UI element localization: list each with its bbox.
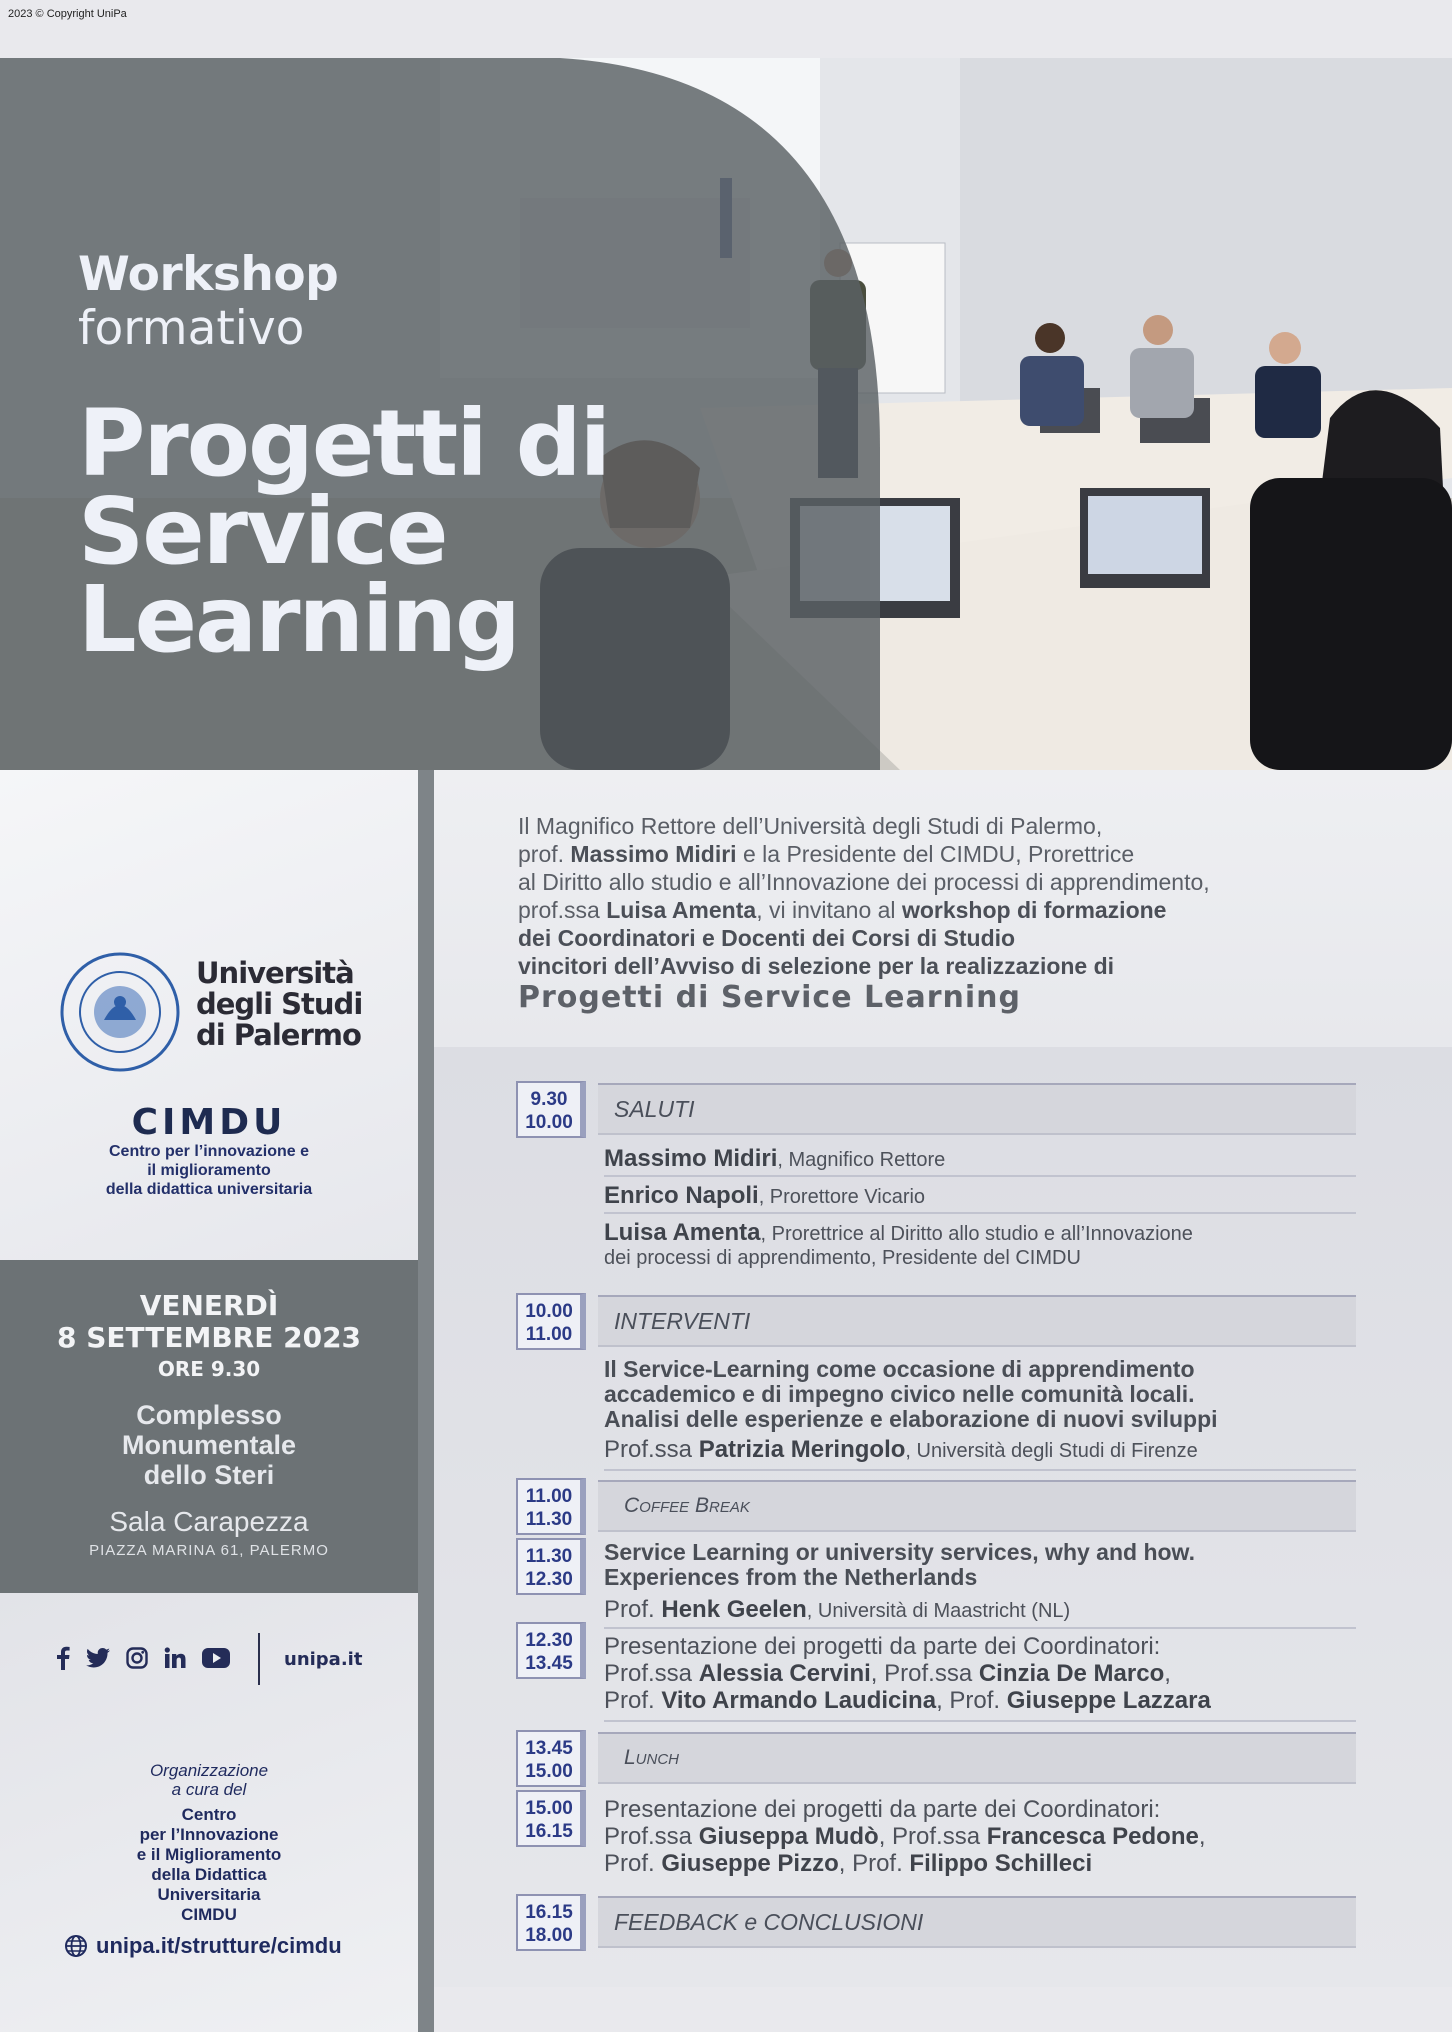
social-separator [258, 1633, 260, 1685]
speaker-name: Luisa Amenta [604, 1219, 761, 1246]
youtube-icon[interactable] [202, 1648, 230, 1668]
talk-title: Il Service-Learning come occasione di apprendimento [604, 1356, 1195, 1382]
text-fragment: , Prof. [838, 1850, 910, 1877]
twitter-icon[interactable] [86, 1648, 110, 1668]
time-end: 10.00 [525, 1112, 573, 1133]
organization-name-line: della Didattica [151, 1865, 267, 1884]
time-start: 13.45 [525, 1738, 573, 1759]
section-header-saluti: SALUTI [598, 1083, 1356, 1135]
text-fragment: , Prof.ssa [878, 1823, 987, 1850]
time-start: 9.30 [530, 1089, 568, 1110]
event-hour: ORE 9.30 [157, 1357, 261, 1381]
audience-text: dei Coordinatori e Docenti dei Corsi di Studio [518, 925, 1016, 951]
organization-name [0, 1805, 418, 1925]
vertical-divider [418, 770, 434, 2032]
organization-name-line: CIMDU [181, 1905, 237, 1924]
left-panel-contacts [0, 1593, 418, 2032]
organization-info [0, 1761, 418, 1925]
venue-line: Monumentale [121, 1430, 296, 1460]
time-slot [516, 1293, 586, 1350]
speaker-entry [604, 1219, 1356, 1270]
speaker-name: Henk Geelen [661, 1596, 807, 1623]
speaker-name: Giuseppe Pizzo [661, 1850, 839, 1877]
presentations-entry [604, 1796, 1356, 1877]
organization-intro-line: a cura del [171, 1780, 247, 1799]
invitation-title: Progetti di Service Learning [518, 980, 1021, 1015]
organization-name-line: per l’Innovazione [139, 1825, 279, 1844]
venue-line: Complesso [136, 1400, 282, 1430]
text-fragment: e la Presidente del CIMDU, Prorettrice [736, 841, 1135, 867]
facebook-icon[interactable] [56, 1646, 70, 1670]
talk-title: Analisi delle esperienze e elaborazione di nuovi sviluppi [604, 1406, 1218, 1432]
talk-title: Experiences from the Netherlands [604, 1564, 978, 1590]
text-fragment: prof. [518, 841, 571, 867]
section-header-feedback: FEEDBACK e CONCLUSIONI [598, 1896, 1356, 1948]
event-day: VENERDÌ [139, 1289, 279, 1322]
organization-intro [0, 1761, 418, 1799]
time-end: 18.00 [525, 1925, 573, 1946]
time-start: 12.30 [525, 1630, 573, 1651]
time-start: 10.00 [525, 1301, 573, 1322]
organization-name-line: Universitaria [157, 1885, 261, 1904]
organization-name-line: Centro [181, 1805, 237, 1824]
text-fragment: , [1198, 1823, 1206, 1850]
hero-kicker: Workshop [78, 247, 339, 302]
organization-intro-line: Organizzazione [149, 1761, 269, 1780]
speaker-entry [604, 1145, 1356, 1177]
cimdu-description [0, 1142, 418, 1199]
hero-kicker-sub: formativo [78, 301, 305, 356]
speaker-name: Patrizia Meringolo [698, 1436, 906, 1463]
text-fragment: Prof. [604, 1596, 662, 1623]
hero-banner [0, 58, 1452, 770]
presentations-entry [604, 1633, 1356, 1722]
globe-icon [64, 1934, 88, 1958]
time-slot [516, 1894, 586, 1951]
cimdu-url-text: unipa.it/strutture/cimdu [96, 1933, 342, 1958]
speaker-role: dei processi di apprendimento, Presidente del CIMDU [604, 1247, 1081, 1269]
hero-title-line: Service [78, 478, 447, 585]
speaker-affiliation: , Università di Maastricht (NL) [806, 1600, 1071, 1622]
speaker-entry [604, 1182, 1356, 1214]
speaker-affiliation: , Università degli Studi di Firenze [905, 1440, 1198, 1462]
presentations-heading: Presentazione dei progetti da parte dei Coordinatori: [604, 1796, 1161, 1823]
cimdu-line: il miglioramento [147, 1162, 271, 1179]
invitation-line: Il Magnifico Rettore dell’Università degli Studi di Palermo, [518, 813, 1103, 839]
rector-name: Massimo Midiri [570, 841, 737, 867]
time-start: 15.00 [525, 1798, 573, 1819]
time-slot [516, 1081, 586, 1138]
speaker-name: Giuseppe Lazzara [1006, 1687, 1211, 1714]
time-slot [516, 1790, 586, 1847]
venue-line: dello Steri [143, 1460, 275, 1490]
audience-text: vincitori dell’Avviso di selezione per la realizzazione di [518, 953, 1115, 979]
presenters-line [604, 1687, 1356, 1714]
linkedin-icon[interactable] [164, 1647, 186, 1669]
speaker-name: Francesca Pedone [986, 1823, 1199, 1850]
talk-entry [604, 1540, 1356, 1629]
presenters-line [604, 1660, 1356, 1687]
time-start: 11.30 [525, 1546, 573, 1567]
website-link[interactable]: unipa.it [284, 1649, 363, 1670]
text-fragment: , Prof. [936, 1687, 1007, 1714]
hero-title-line: Progetti di [78, 390, 610, 497]
talk-speaker [604, 1596, 1356, 1623]
section-header-coffee-break: Coffee Break [598, 1480, 1356, 1532]
copyright-notice: 2023 © Copyright UniPa [8, 8, 127, 20]
speaker-name: Enrico Napoli [604, 1182, 759, 1209]
time-slot [516, 1622, 586, 1679]
time-slot [516, 1730, 586, 1787]
invitation-line: al Diritto allo studio e all’Innovazione dei processi di apprendimento, [518, 869, 1210, 895]
presenters-line [604, 1850, 1356, 1877]
invitation-line [518, 952, 1398, 980]
left-panel-logos [0, 770, 418, 1260]
text-fragment: prof.ssa [518, 897, 607, 923]
university-name-line: Università [196, 956, 354, 990]
event-date: 8 SETTEMBRE 2023 [56, 1321, 362, 1354]
hero-title [78, 390, 610, 673]
invitation-text [518, 812, 1398, 1016]
text-fragment: , Prof.ssa [870, 1660, 979, 1687]
speaker-name: Giuseppa Mudò [698, 1823, 879, 1850]
text-fragment: Prof. [604, 1687, 662, 1714]
speaker-role: , Prorettore Vicario [758, 1186, 926, 1208]
social-links [56, 1646, 230, 1670]
vice-rector-name: Luisa Amenta [606, 897, 757, 923]
speaker-role: , Prorettrice al Diritto allo studio e all’Innovazione [760, 1223, 1193, 1245]
agenda-section [434, 1047, 1452, 1987]
time-end: 16.15 [525, 1821, 573, 1842]
time-end: 12.30 [525, 1569, 573, 1590]
university-seal-icon [58, 950, 182, 1074]
speaker-name: Alessia Cervini [698, 1660, 871, 1687]
cimdu-line: della didattica universitaria [105, 1181, 313, 1198]
talk-speaker [604, 1436, 1356, 1463]
text-fragment: Prof.ssa [604, 1436, 699, 1463]
speaker-name: Cinzia De Marco [978, 1660, 1165, 1687]
presenters-line [604, 1823, 1356, 1850]
cimdu-logo: CIMDU [131, 1102, 287, 1143]
workshop-label: workshop di formazione [901, 897, 1167, 923]
talk-entry [604, 1357, 1356, 1471]
time-start: 16.15 [525, 1902, 573, 1923]
instagram-icon[interactable] [126, 1647, 148, 1669]
invitation-line [518, 896, 1398, 924]
presentations-heading: Presentazione dei progetti da parte dei Coordinatori: [604, 1633, 1161, 1660]
speaker-name: Filippo Schilleci [909, 1850, 1093, 1877]
time-end: 11.00 [525, 1324, 573, 1345]
talk-title: Service Learning or university services, why and how. [604, 1539, 1195, 1565]
university-name-line: degli Studi [196, 987, 363, 1021]
cimdu-website-link[interactable] [64, 1933, 342, 1959]
text-fragment: Prof.ssa [604, 1823, 699, 1850]
event-address: PIAZZA MARINA 61, PALERMO [89, 1542, 329, 1559]
event-venue [0, 1400, 418, 1490]
event-room: Sala Carapezza [109, 1506, 309, 1537]
speaker-name: Massimo Midiri [604, 1145, 778, 1172]
time-end: 11.30 [525, 1509, 573, 1530]
event-info-panel [0, 1260, 418, 1593]
text-fragment: Prof. [604, 1850, 662, 1877]
cimdu-line: Centro per l’innovazione e [108, 1143, 310, 1160]
text-fragment: Prof.ssa [604, 1660, 699, 1687]
organization-name-line: e il Miglioramento [136, 1845, 282, 1864]
text-fragment: , [1164, 1660, 1171, 1687]
invitation-section [434, 770, 1452, 1047]
invitation-line [518, 840, 1398, 868]
section-header-lunch: Lunch [598, 1732, 1356, 1784]
time-slot [516, 1478, 586, 1535]
time-start: 11.00 [525, 1486, 573, 1507]
section-header-interventi: INTERVENTI [598, 1295, 1356, 1347]
text-fragment: , vi invitano al [756, 897, 902, 923]
time-slot [516, 1538, 586, 1595]
speaker-name: Vito Armando Laudicina [661, 1687, 937, 1714]
university-name [196, 958, 362, 1051]
hero-title-line: Learning [78, 566, 519, 673]
talk-title: accademico e di impegno civico nelle comunità locali. [604, 1381, 1195, 1407]
university-name-line: di Palermo [196, 1018, 361, 1052]
time-end: 15.00 [525, 1761, 573, 1782]
invitation-line [518, 924, 1398, 952]
time-end: 13.45 [525, 1653, 573, 1674]
speaker-role: , Magnifico Rettore [777, 1149, 946, 1171]
